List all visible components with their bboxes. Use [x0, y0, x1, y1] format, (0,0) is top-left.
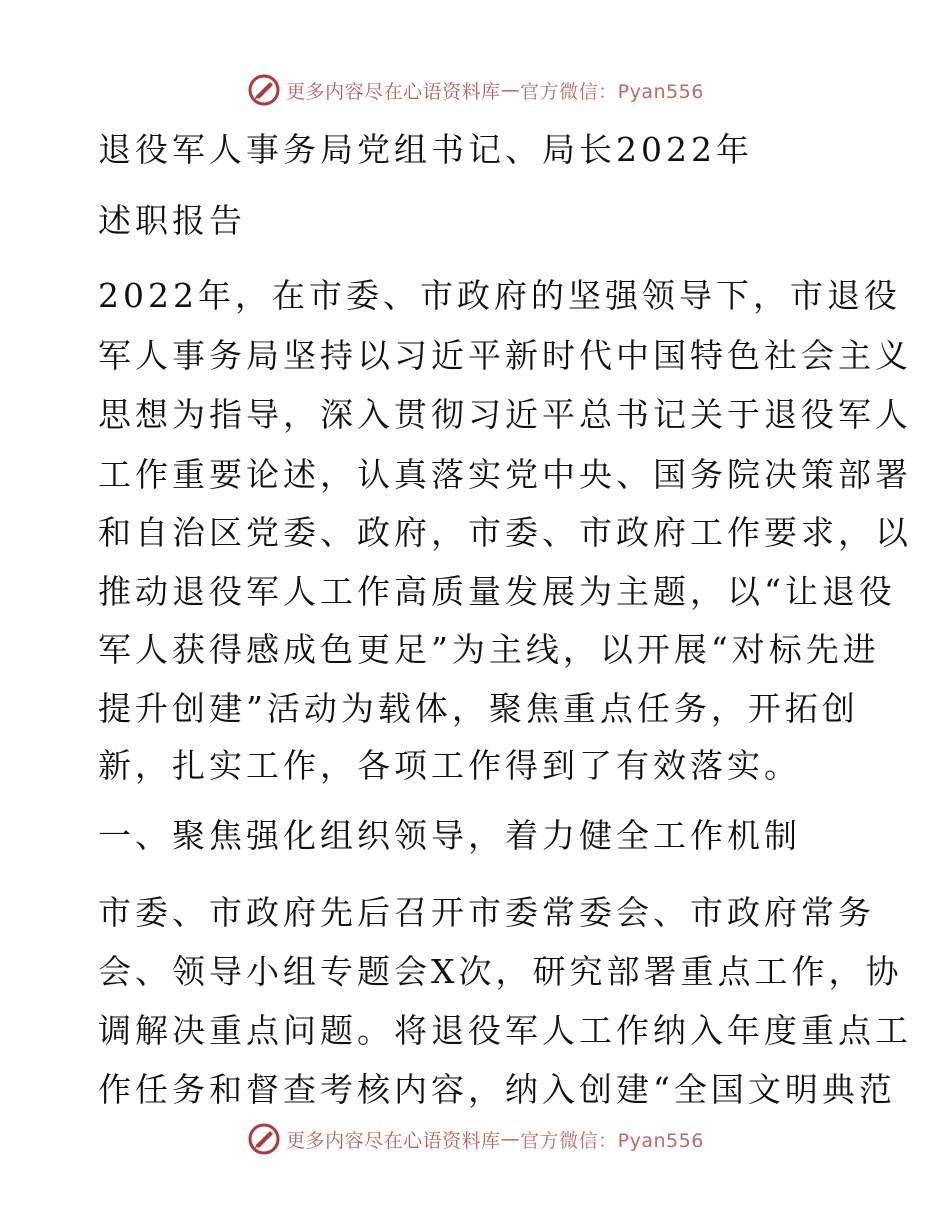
- section-line: 会、领导小组专题会X次，研究部署重点工作，协: [98, 952, 903, 991]
- watermark-dash: —: [500, 1128, 521, 1150]
- intro-line: 思想为指导，深入贯彻习近平总书记关于退役军人: [98, 395, 912, 434]
- intro-line: 2022年，在市委、市政府的坚强领导下，市退役: [98, 276, 901, 315]
- logo-icon: [246, 1121, 282, 1157]
- intro-line: 和自治区党委、政府，市委、市政府工作要求，以: [98, 513, 912, 552]
- intro-line: 军人事务局坚持以习近平新时代中国特色社会主义: [98, 336, 912, 375]
- header-watermark: [0, 72, 950, 108]
- intro-line: 工作重要论述，认真落实党中央、国务院决策部署: [98, 455, 912, 494]
- intro-line: 军人获得感成色更足”为主线，以开展“对标先进: [98, 630, 880, 669]
- intro-line: 新，扎实工作，各项工作得到了有效落实。: [98, 746, 801, 785]
- document-title-line-2: 述职报告: [98, 201, 246, 240]
- intro-line: 提升创建”活动为载体，聚焦重点任务，开拓创: [98, 689, 859, 728]
- watermark-contact: 官方微信：Pyan556: [520, 80, 704, 103]
- watermark-text: 更多内容尽在心语资料库: [286, 80, 501, 103]
- section-line: 市委、市政府先后召开市委常委会、市政府常务: [98, 893, 875, 932]
- document-title-line-1: 退役军人事务局党组书记、局长2022年: [98, 130, 753, 169]
- intro-line: 推动退役军人工作高质量发展为主题，以“让退役: [98, 572, 896, 611]
- watermark-dash: —: [500, 79, 521, 101]
- section-heading: 一、聚焦强化组织领导，着力健全工作机制: [98, 816, 801, 855]
- section-line: 作任务和督查考核内容，纳入创建“全国文明典范: [98, 1070, 896, 1109]
- section-line: 调解决重点问题。将退役军人工作纳入年度重点工: [98, 1011, 912, 1050]
- footer-watermark: [0, 1121, 950, 1157]
- watermark-text: 更多内容尽在心语资料库: [286, 1129, 501, 1152]
- watermark-contact: 官方微信：Pyan556: [520, 1129, 704, 1152]
- logo-icon: [246, 72, 282, 108]
